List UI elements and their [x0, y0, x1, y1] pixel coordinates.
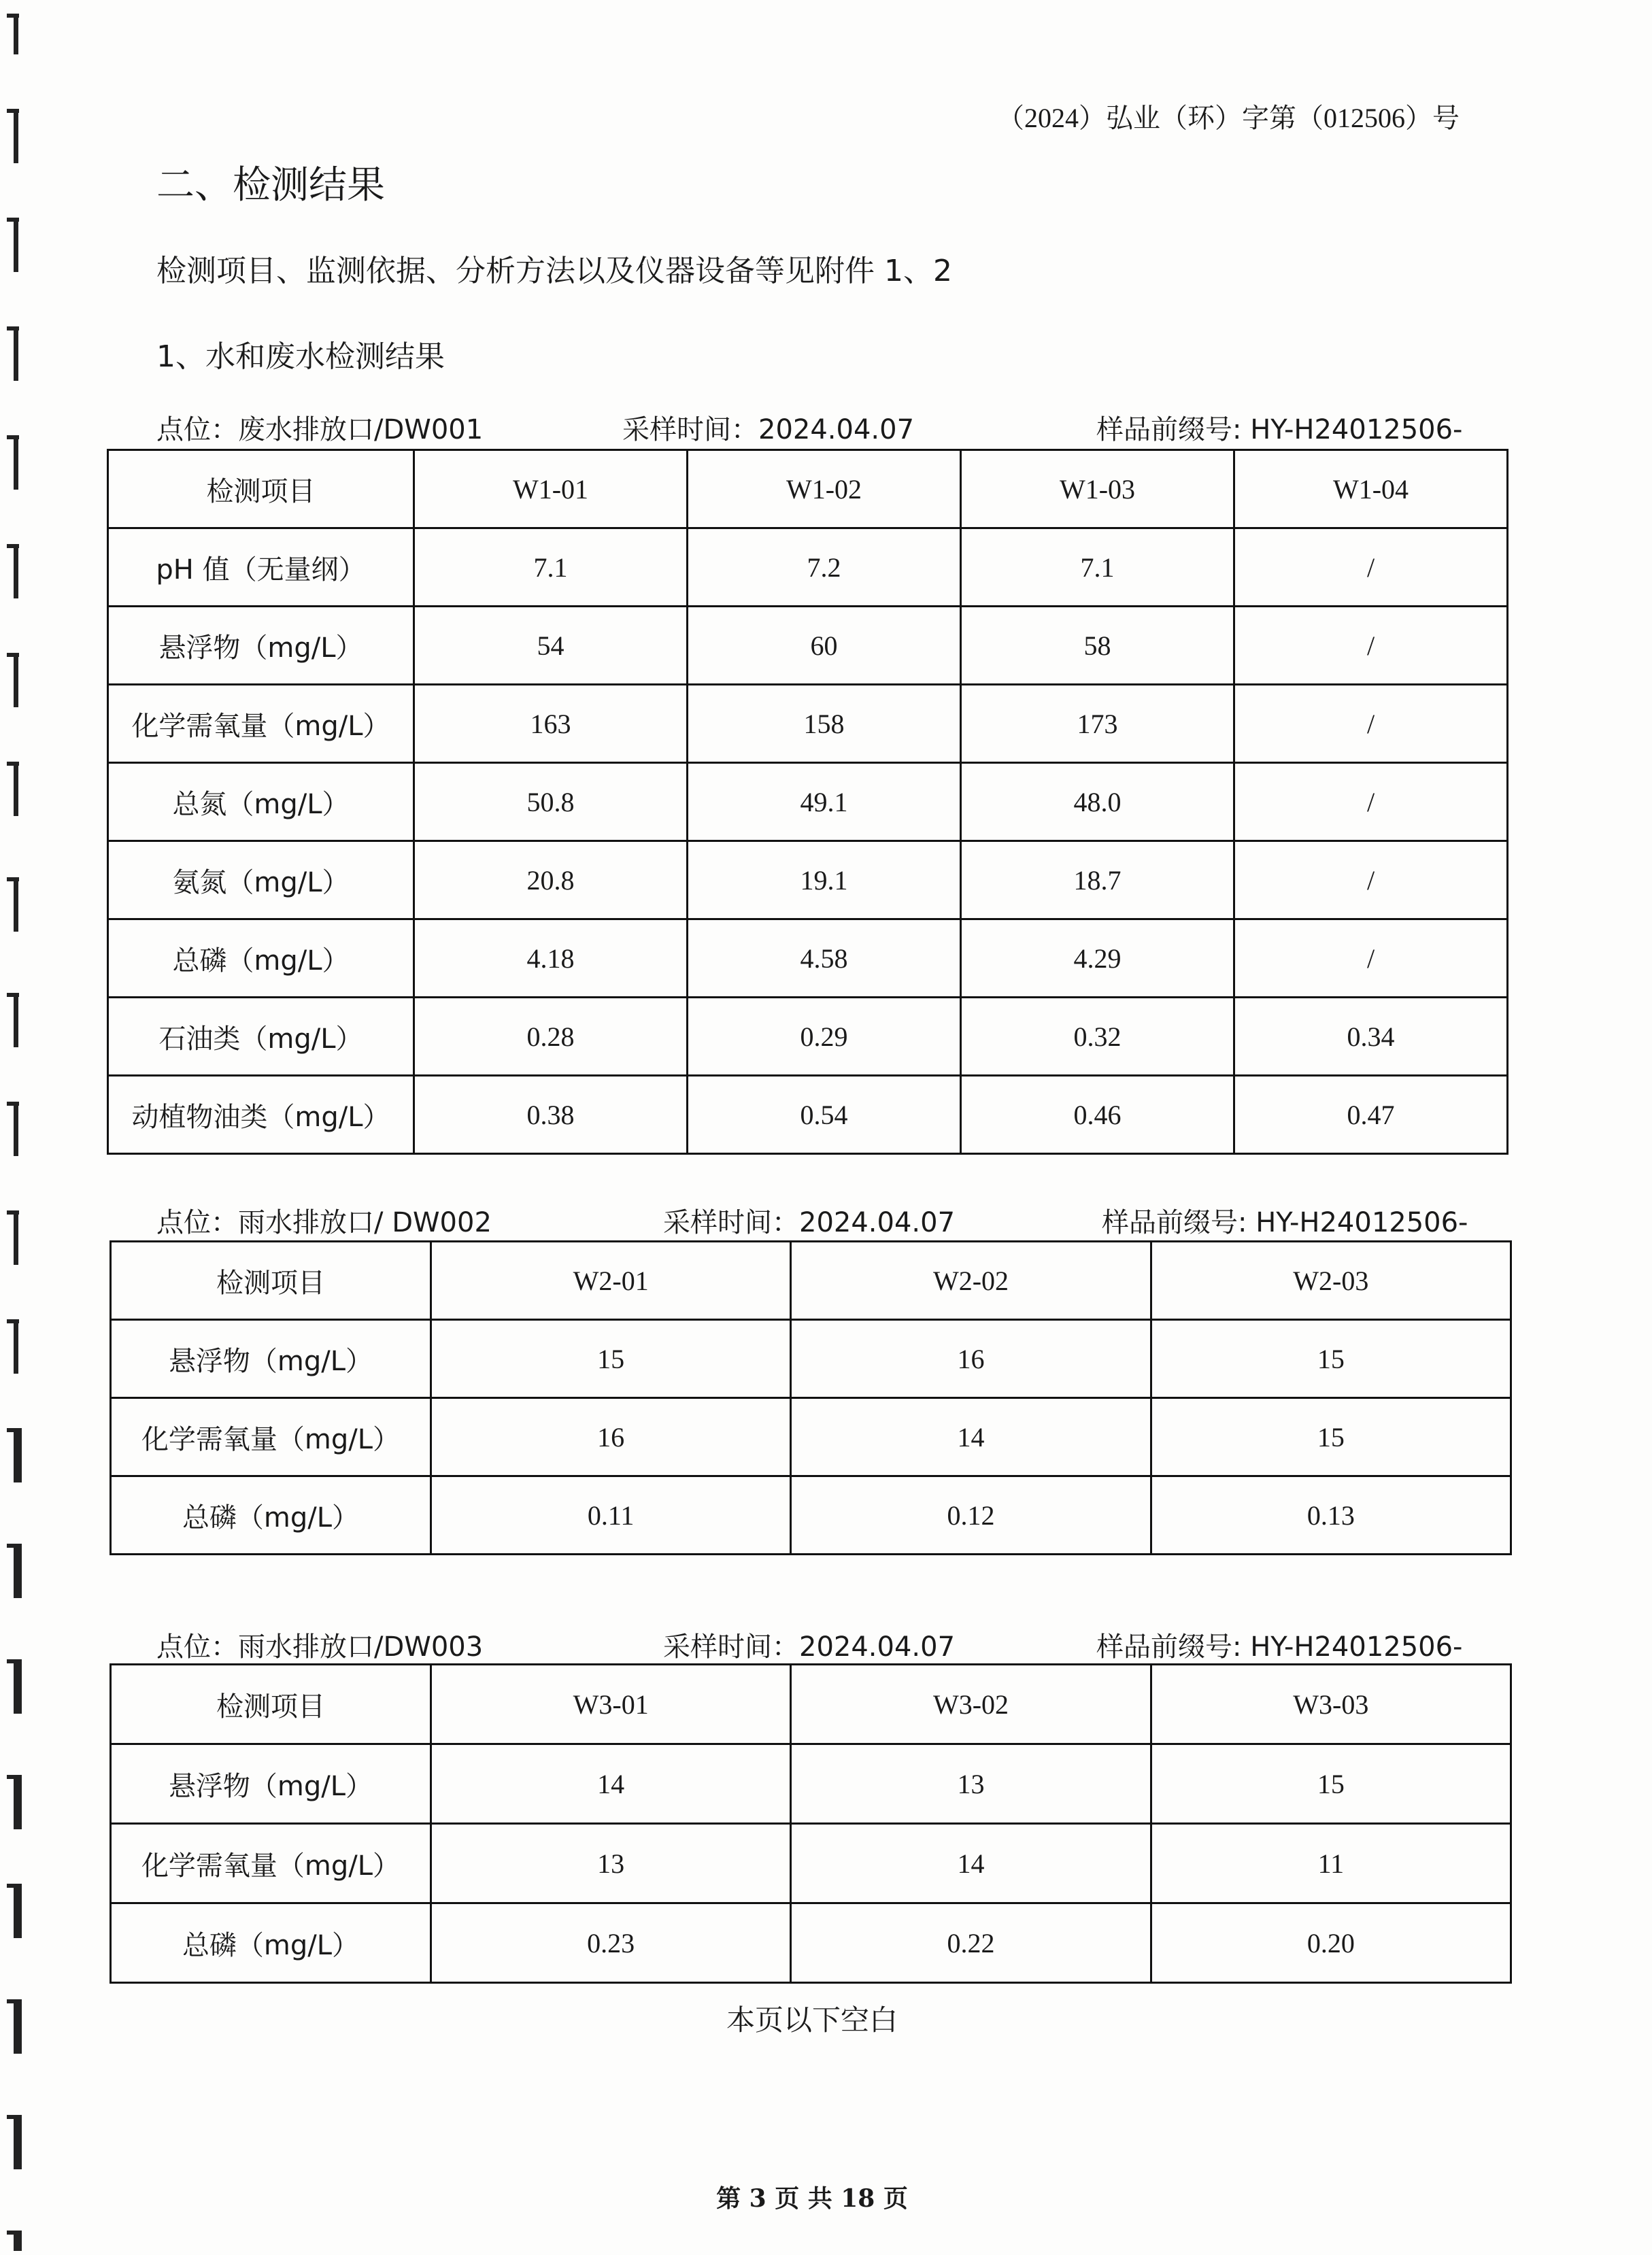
value-cell: 14 — [431, 1744, 791, 1824]
binding-mark — [14, 1544, 22, 1598]
value-cell: 0.29 — [688, 998, 961, 1076]
value-cell: 4.29 — [961, 919, 1234, 998]
header-cell: W1-02 — [688, 450, 961, 528]
value-cell: 48.0 — [961, 763, 1234, 841]
binding-mark — [14, 1659, 22, 1714]
item-name-cell: 总磷（mg/L） — [111, 1476, 431, 1555]
value-cell: 19.1 — [688, 841, 961, 919]
binding-mark — [14, 1319, 18, 1374]
value-cell: 54 — [414, 607, 688, 685]
value-cell: 13 — [791, 1744, 1151, 1824]
item-name-cell: 化学需氧量（mg/L） — [111, 1824, 431, 1903]
table-row — [111, 1398, 1511, 1476]
binding-mark — [14, 1775, 22, 1829]
binding-mark — [14, 653, 18, 707]
binding-mark — [14, 435, 18, 490]
header-cell: W3-03 — [1151, 1665, 1511, 1744]
binding-mark — [14, 218, 18, 272]
item-name-cell: 氨氮（mg/L） — [108, 841, 414, 919]
value-cell: / — [1234, 919, 1508, 998]
value-cell: 15 — [1151, 1744, 1511, 1824]
value-cell: 15 — [1151, 1320, 1511, 1398]
value-cell: 58 — [961, 607, 1234, 685]
subsection-title: 1、水和废水检测结果 — [156, 339, 445, 374]
value-cell: 0.47 — [1234, 1076, 1508, 1154]
value-cell: 50.8 — [414, 763, 688, 841]
report-reference-number: （2024）弘业（环）字第（012506）号 — [997, 103, 1460, 133]
item-name-cell: 悬浮物（mg/L） — [108, 607, 414, 685]
location-label: 点位：雨水排放口/DW003 — [156, 1631, 484, 1663]
table-row — [111, 1744, 1511, 1824]
value-cell: 0.20 — [1151, 1903, 1511, 1983]
item-name-cell: 悬浮物（mg/L） — [111, 1320, 431, 1398]
results-table — [109, 1663, 1512, 1984]
value-cell: 49.1 — [688, 763, 961, 841]
table-row — [108, 685, 1508, 763]
value-cell: 0.32 — [961, 998, 1234, 1076]
binding-mark — [14, 14, 18, 54]
value-cell: 158 — [688, 685, 961, 763]
header-cell: W1-03 — [961, 450, 1234, 528]
binding-mark — [14, 1428, 22, 1482]
table-row — [111, 1320, 1511, 1398]
item-name-cell: 化学需氧量（mg/L） — [108, 685, 414, 763]
header-cell: 检测项目 — [108, 450, 414, 528]
value-cell: 0.38 — [414, 1076, 688, 1154]
value-cell: 0.34 — [1234, 998, 1508, 1076]
item-name-cell: 总磷（mg/L） — [108, 919, 414, 998]
item-name-cell: pH 值（无量纲） — [108, 528, 414, 607]
binding-mark — [14, 1210, 18, 1265]
table-row — [108, 763, 1508, 841]
value-cell: / — [1234, 841, 1508, 919]
blank-note: 本页以下空白 — [726, 2003, 898, 2037]
header-cell: W1-01 — [414, 450, 688, 528]
value-cell: / — [1234, 607, 1508, 685]
header-cell: W1-04 — [1234, 450, 1508, 528]
table-row — [111, 1903, 1511, 1983]
page-footer: 第 3 页 共 18 页 — [716, 2184, 908, 2213]
section-title: 二、检测结果 — [156, 163, 385, 207]
binding-mark — [14, 544, 18, 598]
binding-mark — [14, 326, 18, 381]
intro-text: 检测项目、监测依据、分析方法以及仪器设备等见附件 1、2 — [156, 254, 952, 288]
sampling-time-label: 采样时间：2024.04.07 — [622, 414, 915, 445]
table-row — [111, 1824, 1511, 1903]
table-header-row — [108, 450, 1508, 528]
value-cell: 0.13 — [1151, 1476, 1511, 1555]
value-cell: 7.1 — [414, 528, 688, 607]
header-cell: W2-03 — [1151, 1242, 1511, 1320]
binding-mark — [14, 1102, 18, 1156]
header-cell: 检测项目 — [111, 1665, 431, 1744]
value-cell: 0.11 — [431, 1476, 791, 1555]
binding-mark — [14, 993, 18, 1047]
value-cell: 16 — [431, 1398, 791, 1476]
item-name-cell: 石油类（mg/L） — [108, 998, 414, 1076]
table-header-row — [111, 1242, 1511, 1320]
table-row — [108, 1076, 1508, 1154]
binding-mark — [14, 1884, 22, 1938]
sampling-time-label: 采样时间：2024.04.07 — [663, 1631, 956, 1663]
value-cell: 18.7 — [961, 841, 1234, 919]
table-row — [108, 528, 1508, 607]
sample-prefix-label: 样品前缀号: HY-H24012506- — [1096, 414, 1463, 445]
header-cell: 检测项目 — [111, 1242, 431, 1320]
item-name-cell: 总氮（mg/L） — [108, 763, 414, 841]
sample-prefix-label: 样品前缀号: HY-H24012506- — [1096, 1631, 1463, 1663]
binding-mark — [14, 2115, 22, 2169]
value-cell: 7.2 — [688, 528, 961, 607]
table-header-row — [111, 1665, 1511, 1744]
value-cell: 0.28 — [414, 998, 688, 1076]
value-cell: 173 — [961, 685, 1234, 763]
value-cell: 0.23 — [431, 1903, 791, 1983]
item-name-cell: 总磷（mg/L） — [111, 1903, 431, 1983]
header-cell: W3-01 — [431, 1665, 791, 1744]
value-cell: / — [1234, 763, 1508, 841]
header-cell: W2-02 — [791, 1242, 1151, 1320]
header-cell: W2-01 — [431, 1242, 791, 1320]
item-name-cell: 悬浮物（mg/L） — [111, 1744, 431, 1824]
table-row — [108, 998, 1508, 1076]
table-row — [108, 919, 1508, 998]
value-cell: 0.12 — [791, 1476, 1151, 1555]
binding-mark — [14, 762, 18, 816]
binding-mark — [14, 877, 18, 932]
value-cell: 11 — [1151, 1824, 1511, 1903]
table-row — [111, 1476, 1511, 1555]
value-cell: 4.58 — [688, 919, 961, 998]
item-name-cell: 动植物油类（mg/L） — [108, 1076, 414, 1154]
value-cell: 14 — [791, 1824, 1151, 1903]
value-cell: 7.1 — [961, 528, 1234, 607]
value-cell: 20.8 — [414, 841, 688, 919]
value-cell: 15 — [1151, 1398, 1511, 1476]
binding-mark — [14, 109, 18, 163]
location-label: 点位：废水排放口/DW001 — [156, 414, 484, 445]
value-cell: 163 — [414, 685, 688, 763]
value-cell: 15 — [431, 1320, 791, 1398]
value-cell: / — [1234, 685, 1508, 763]
sampling-time-label: 采样时间：2024.04.07 — [663, 1207, 956, 1238]
value-cell: 16 — [791, 1320, 1151, 1398]
value-cell: 0.46 — [961, 1076, 1234, 1154]
binding-mark — [14, 2231, 22, 2251]
value-cell: 4.18 — [414, 919, 688, 998]
table-row — [108, 607, 1508, 685]
value-cell: 13 — [431, 1824, 791, 1903]
item-name-cell: 化学需氧量（mg/L） — [111, 1398, 431, 1476]
value-cell: 14 — [791, 1398, 1151, 1476]
value-cell: / — [1234, 528, 1508, 607]
value-cell: 60 — [688, 607, 961, 685]
table-row — [108, 841, 1508, 919]
header-cell: W3-02 — [791, 1665, 1151, 1744]
sample-prefix-label: 样品前缀号: HY-H24012506- — [1102, 1207, 1468, 1238]
value-cell: 0.22 — [791, 1903, 1151, 1983]
location-label: 点位：雨水排放口/ DW002 — [156, 1207, 492, 1238]
results-table — [109, 1240, 1512, 1555]
value-cell: 0.54 — [688, 1076, 961, 1154]
results-table — [107, 449, 1508, 1155]
